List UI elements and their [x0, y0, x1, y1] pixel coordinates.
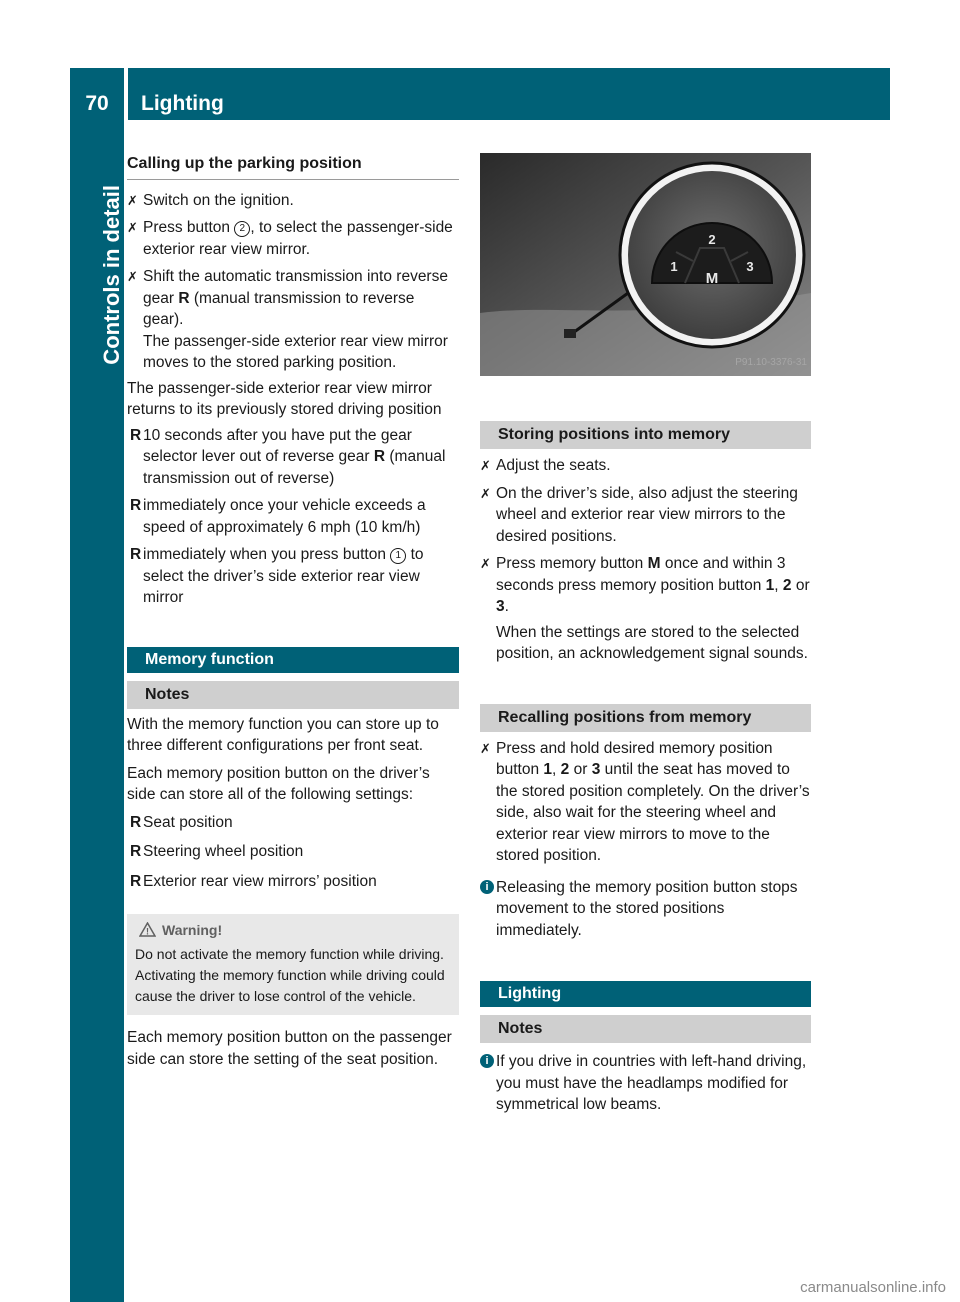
- circled-number: 2: [234, 221, 250, 237]
- step-item: ✗ Press button 2 , to select the passenger-side exterior rear view mirror.: [127, 219, 453, 258]
- info-icon: i: [480, 1054, 494, 1068]
- step-item: ✗ Switch on the ignition.: [127, 190, 459, 212]
- watermark: carmanualsonline.info: [800, 1279, 946, 1296]
- memory-paragraph: With the memory function you can store up to three different configurations per front seat.: [127, 715, 439, 754]
- arrow-step-icon: ✗: [480, 556, 491, 571]
- list-item: R immediately when you press button 1 to select the driver’s side exterior rear view mirror: [130, 546, 424, 606]
- arrow-step-icon: ✗: [127, 269, 138, 284]
- info-icon: i: [480, 880, 494, 894]
- list-item: R Exterior rear view mirrors’ position: [130, 872, 377, 890]
- memory-paragraph: Each memory position button on the driver’s side can store all of the following settings:: [127, 764, 430, 803]
- warning-title: Warning!: [162, 922, 223, 938]
- step-item: ✗ On the driver’s side, also adjust the steering wheel and exterior rear view mirrors to the desired positions.: [480, 484, 798, 545]
- recall-heading: Recalling positions from memory: [480, 704, 811, 732]
- step-result: When the settings are stored to the selected position, an acknowledgement signal sounds.: [496, 623, 808, 662]
- warning-box: [127, 914, 459, 1015]
- info-note: i Releasing the memory position button stops movement to the stored positions immediately.: [480, 877, 811, 942]
- notes-heading: Notes: [127, 681, 459, 709]
- page-number: 70: [85, 92, 109, 115]
- step-item: ✗ Shift the automatic transmission into reverse gear R (manual transmission to reverse gear). The passenger-side exterior rear view mirror moves to the stored parking position.: [127, 266, 459, 374]
- arrow-step-icon: ✗: [127, 192, 138, 208]
- arrow-step-icon: ✗: [480, 740, 491, 756]
- list-item: R 10 seconds after you have put the gear selector lever out of reverse gear R (manual transmission out of reverse): [130, 426, 446, 487]
- left-column: [127, 153, 459, 1070]
- list-item: R Seat position: [130, 813, 233, 831]
- memory-buttons-photo: [480, 153, 811, 376]
- seat-photo-illustration: [480, 153, 811, 376]
- arrow-step-icon: ✗: [480, 458, 491, 473]
- photo-reference: P91.10-3376-31: [735, 356, 807, 368]
- list-item: R Steering wheel position: [130, 843, 304, 860]
- photo-button-3: 3: [746, 259, 754, 274]
- step-item: ✗ Adjust the seats.: [480, 455, 811, 477]
- chapter-title: Lighting: [141, 92, 224, 115]
- warning-text: Do not activate the memory function while driving. Activating the memory function while driving could cause the driver to lose control of the vehicle.: [135, 946, 445, 1004]
- photo-button-2: 2: [708, 232, 716, 247]
- side-tab-label: Controls in detail: [99, 185, 124, 365]
- circled-number: 1: [390, 548, 406, 564]
- returns-text: The passenger-side exterior rear view mirror returns to its previously stored driving position: [127, 379, 442, 418]
- arrow-step-icon: ✗: [480, 485, 491, 501]
- info-note: i If you drive in countries with left-hand driving, you must have the headlamps modified for symmetrical low beams.: [480, 1051, 811, 1116]
- header-separator: [124, 68, 128, 120]
- svg-text:!: !: [146, 926, 149, 937]
- photo-button-m: M: [705, 270, 719, 287]
- photo-button-1: 1: [670, 259, 678, 274]
- step-item: ✗ Press memory button M once and within 3 seconds press memory position button 1, 2 or 3. When the settings are stored to the selected position, an acknowledgement signal sounds.: [480, 553, 811, 665]
- arrow-step-icon: ✗: [127, 220, 138, 235]
- right-column: [480, 153, 811, 1116]
- step-item: ✗ Press and hold desired memory position button 1, 2 or 3 until the seat has moved to the stored position completely. On the driver’s side, also wait for the steering wheel and exterior rear view mirrors to move to the stored position.: [480, 739, 810, 864]
- step-result: The passenger-side exterior rear view mirror moves to the stored parking position.: [143, 332, 448, 371]
- warning-triangle-icon: [139, 922, 156, 937]
- storing-heading: Storing positions into memory: [480, 421, 811, 449]
- parking-heading: Calling up the parking position: [127, 153, 459, 180]
- memory-heading: Memory function: [127, 647, 459, 673]
- notes-heading: Notes: [480, 1015, 811, 1043]
- lighting-heading: Lighting: [480, 981, 811, 1007]
- passenger-text: Each memory position button on the passenger side can store the setting of the seat position.: [127, 1029, 452, 1068]
- list-item: R immediately once your vehicle exceeds a speed of approximately 6 mph (10 km/h): [130, 497, 426, 536]
